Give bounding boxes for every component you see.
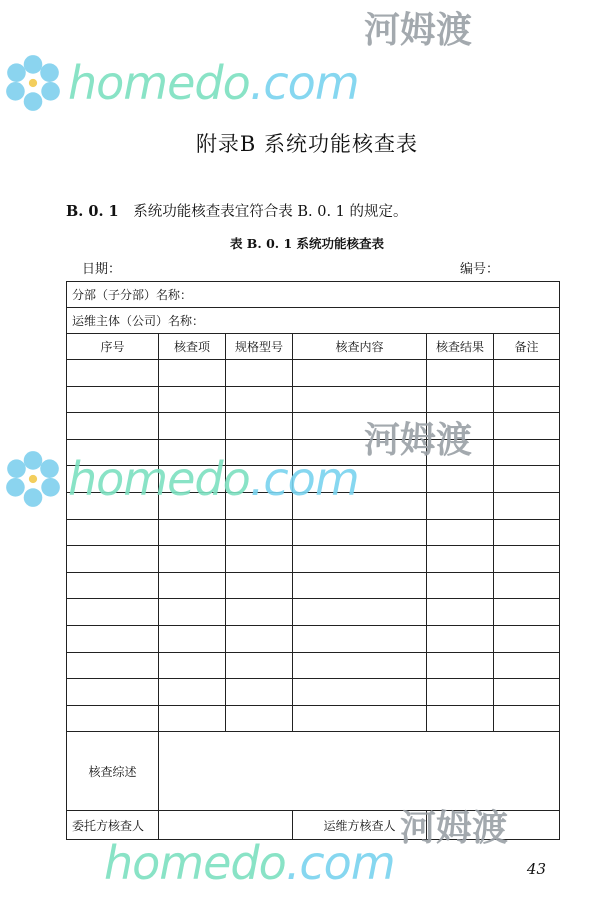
table-cell[interactable] (427, 360, 494, 387)
operator-name-cell: 运维主体（公司）名称： (67, 308, 560, 334)
watermark-text: homedo.com (68, 56, 359, 110)
table-cell[interactable] (226, 625, 293, 652)
table-cell[interactable] (159, 572, 226, 599)
table-cell[interactable] (226, 466, 293, 493)
watermark-text: homedo.com (68, 452, 359, 506)
table-cell[interactable] (226, 679, 293, 706)
header-cell-content: 核查内容 (293, 334, 427, 360)
table-cell[interactable] (67, 599, 159, 626)
table-cell[interactable] (67, 492, 159, 519)
table-row (67, 705, 560, 732)
header-cell-remark: 备注 (494, 334, 560, 360)
table-cell[interactable] (226, 439, 293, 466)
table-cell[interactable] (427, 519, 494, 546)
table-cell[interactable] (494, 625, 560, 652)
summary-label: 核查综述 (67, 732, 159, 811)
table-cell[interactable] (159, 705, 226, 732)
table-cell[interactable] (427, 625, 494, 652)
table-cell[interactable] (67, 519, 159, 546)
table-cell[interactable] (494, 705, 560, 732)
table-row (67, 572, 560, 599)
table-cell[interactable] (159, 679, 226, 706)
client-checker-label: 委托方核查人 (67, 811, 159, 840)
table-cell[interactable] (427, 679, 494, 706)
table-caption: 表 B. 0. 1 系统功能核查表 (229, 236, 385, 251)
table-cell[interactable] (159, 546, 226, 573)
table-cell[interactable] (67, 466, 159, 493)
clause-text: 系统功能核查表宜符合表 B. 0. 1 的规定。 (133, 204, 408, 220)
table-row (67, 413, 560, 440)
table-cell[interactable] (67, 386, 159, 413)
table-cell[interactable] (159, 386, 226, 413)
table-row (67, 625, 560, 652)
table-row (67, 599, 560, 626)
table-cell[interactable] (226, 386, 293, 413)
table-cell[interactable] (494, 466, 560, 493)
table-cell[interactable] (159, 492, 226, 519)
table-cell[interactable] (159, 413, 226, 440)
table-cell[interactable] (494, 439, 560, 466)
table-cell[interactable] (293, 679, 427, 706)
table-cell[interactable] (293, 466, 427, 493)
table-row (67, 360, 560, 387)
table-cell[interactable] (159, 625, 226, 652)
table-cell[interactable] (67, 360, 159, 387)
table-cell[interactable] (494, 519, 560, 546)
flower-logo-icon (2, 448, 64, 510)
table-cell[interactable] (159, 360, 226, 387)
check-table (66, 281, 560, 840)
watermark (2, 52, 359, 114)
clause-number: B. 0. 1 (66, 203, 119, 220)
table-cell[interactable] (226, 652, 293, 679)
table-cell[interactable] (494, 386, 560, 413)
flower-logo-icon (2, 52, 64, 114)
table-cell[interactable] (67, 413, 159, 440)
table-cell[interactable] (494, 572, 560, 599)
table-cell[interactable] (159, 466, 226, 493)
table-cell[interactable] (494, 679, 560, 706)
table-cell[interactable] (226, 572, 293, 599)
table-cell[interactable] (494, 360, 560, 387)
table-cell[interactable] (494, 546, 560, 573)
clause-paragraph (66, 200, 408, 221)
table-cell[interactable] (427, 572, 494, 599)
table-row (67, 439, 560, 466)
table-row (67, 546, 560, 573)
table-cell[interactable] (427, 705, 494, 732)
table-cell[interactable] (226, 413, 293, 440)
table-cell[interactable] (293, 599, 427, 626)
table-cell[interactable] (226, 492, 293, 519)
table-cell[interactable] (427, 599, 494, 626)
table-cell[interactable] (67, 439, 159, 466)
table-cell[interactable] (293, 705, 427, 732)
table-cell[interactable] (159, 519, 226, 546)
watermark-cn: 河姆渡 (364, 420, 473, 461)
operator-checker-cell[interactable] (427, 811, 560, 840)
table-cell[interactable] (293, 492, 427, 519)
header-row (67, 334, 560, 360)
table-cell[interactable] (427, 413, 494, 440)
table-cell[interactable] (67, 705, 159, 732)
table-row (67, 679, 560, 706)
table-cell[interactable] (427, 386, 494, 413)
watermark-cn: 河姆渡 (364, 10, 473, 51)
table-cell[interactable] (67, 679, 159, 706)
table-cell[interactable] (293, 413, 427, 440)
watermark-cn: 河姆渡 (400, 808, 509, 849)
table-cell[interactable] (293, 386, 427, 413)
table-cell[interactable] (67, 625, 159, 652)
summary-cell[interactable] (159, 732, 560, 811)
table-cell[interactable] (293, 572, 427, 599)
client-checker-cell[interactable] (159, 811, 293, 840)
table-cell[interactable] (427, 492, 494, 519)
table-cell[interactable] (427, 439, 494, 466)
operator-checker-label: 运维方核查人 (293, 811, 427, 840)
table-cell[interactable] (293, 519, 427, 546)
table-cell[interactable] (67, 546, 159, 573)
header-cell-result: 核查结果 (427, 334, 494, 360)
table-row (67, 492, 560, 519)
table-cell[interactable] (226, 705, 293, 732)
division-name-cell: 分部（子分部）名称： (67, 282, 560, 308)
table-cell[interactable] (494, 413, 560, 440)
table-cell[interactable] (67, 652, 159, 679)
table-cell[interactable] (226, 360, 293, 387)
table-row (67, 652, 560, 679)
table-cell[interactable] (293, 439, 427, 466)
table-cell[interactable] (159, 652, 226, 679)
table-cell[interactable] (427, 652, 494, 679)
table-cell[interactable] (293, 360, 427, 387)
header-cell-model: 规格型号 (226, 334, 293, 360)
table-cell[interactable] (293, 652, 427, 679)
table-cell[interactable] (494, 492, 560, 519)
table-cell[interactable] (226, 546, 293, 573)
header-cell-index: 序号 (67, 334, 159, 360)
table-cell[interactable] (494, 652, 560, 679)
table-cell[interactable] (159, 439, 226, 466)
watermark-text: homedo.com (104, 836, 395, 890)
table-cell[interactable] (293, 625, 427, 652)
table-cell[interactable] (159, 599, 226, 626)
number-label: 编号： (460, 262, 500, 277)
table-cell[interactable] (494, 599, 560, 626)
table-cell[interactable] (226, 599, 293, 626)
table-cell[interactable] (427, 546, 494, 573)
table-cell[interactable] (67, 572, 159, 599)
table-cell[interactable] (226, 519, 293, 546)
watermark (100, 836, 395, 890)
table-row (67, 519, 560, 546)
table-row (67, 466, 560, 493)
header-cell-item: 核查项 (159, 334, 226, 360)
page-number: 43 (526, 860, 546, 878)
page-title: 附录B 系统功能核查表 (195, 132, 419, 156)
table-cell[interactable] (427, 466, 494, 493)
table-row (67, 386, 560, 413)
table-cell[interactable] (293, 546, 427, 573)
date-label: 日期： (82, 262, 122, 277)
